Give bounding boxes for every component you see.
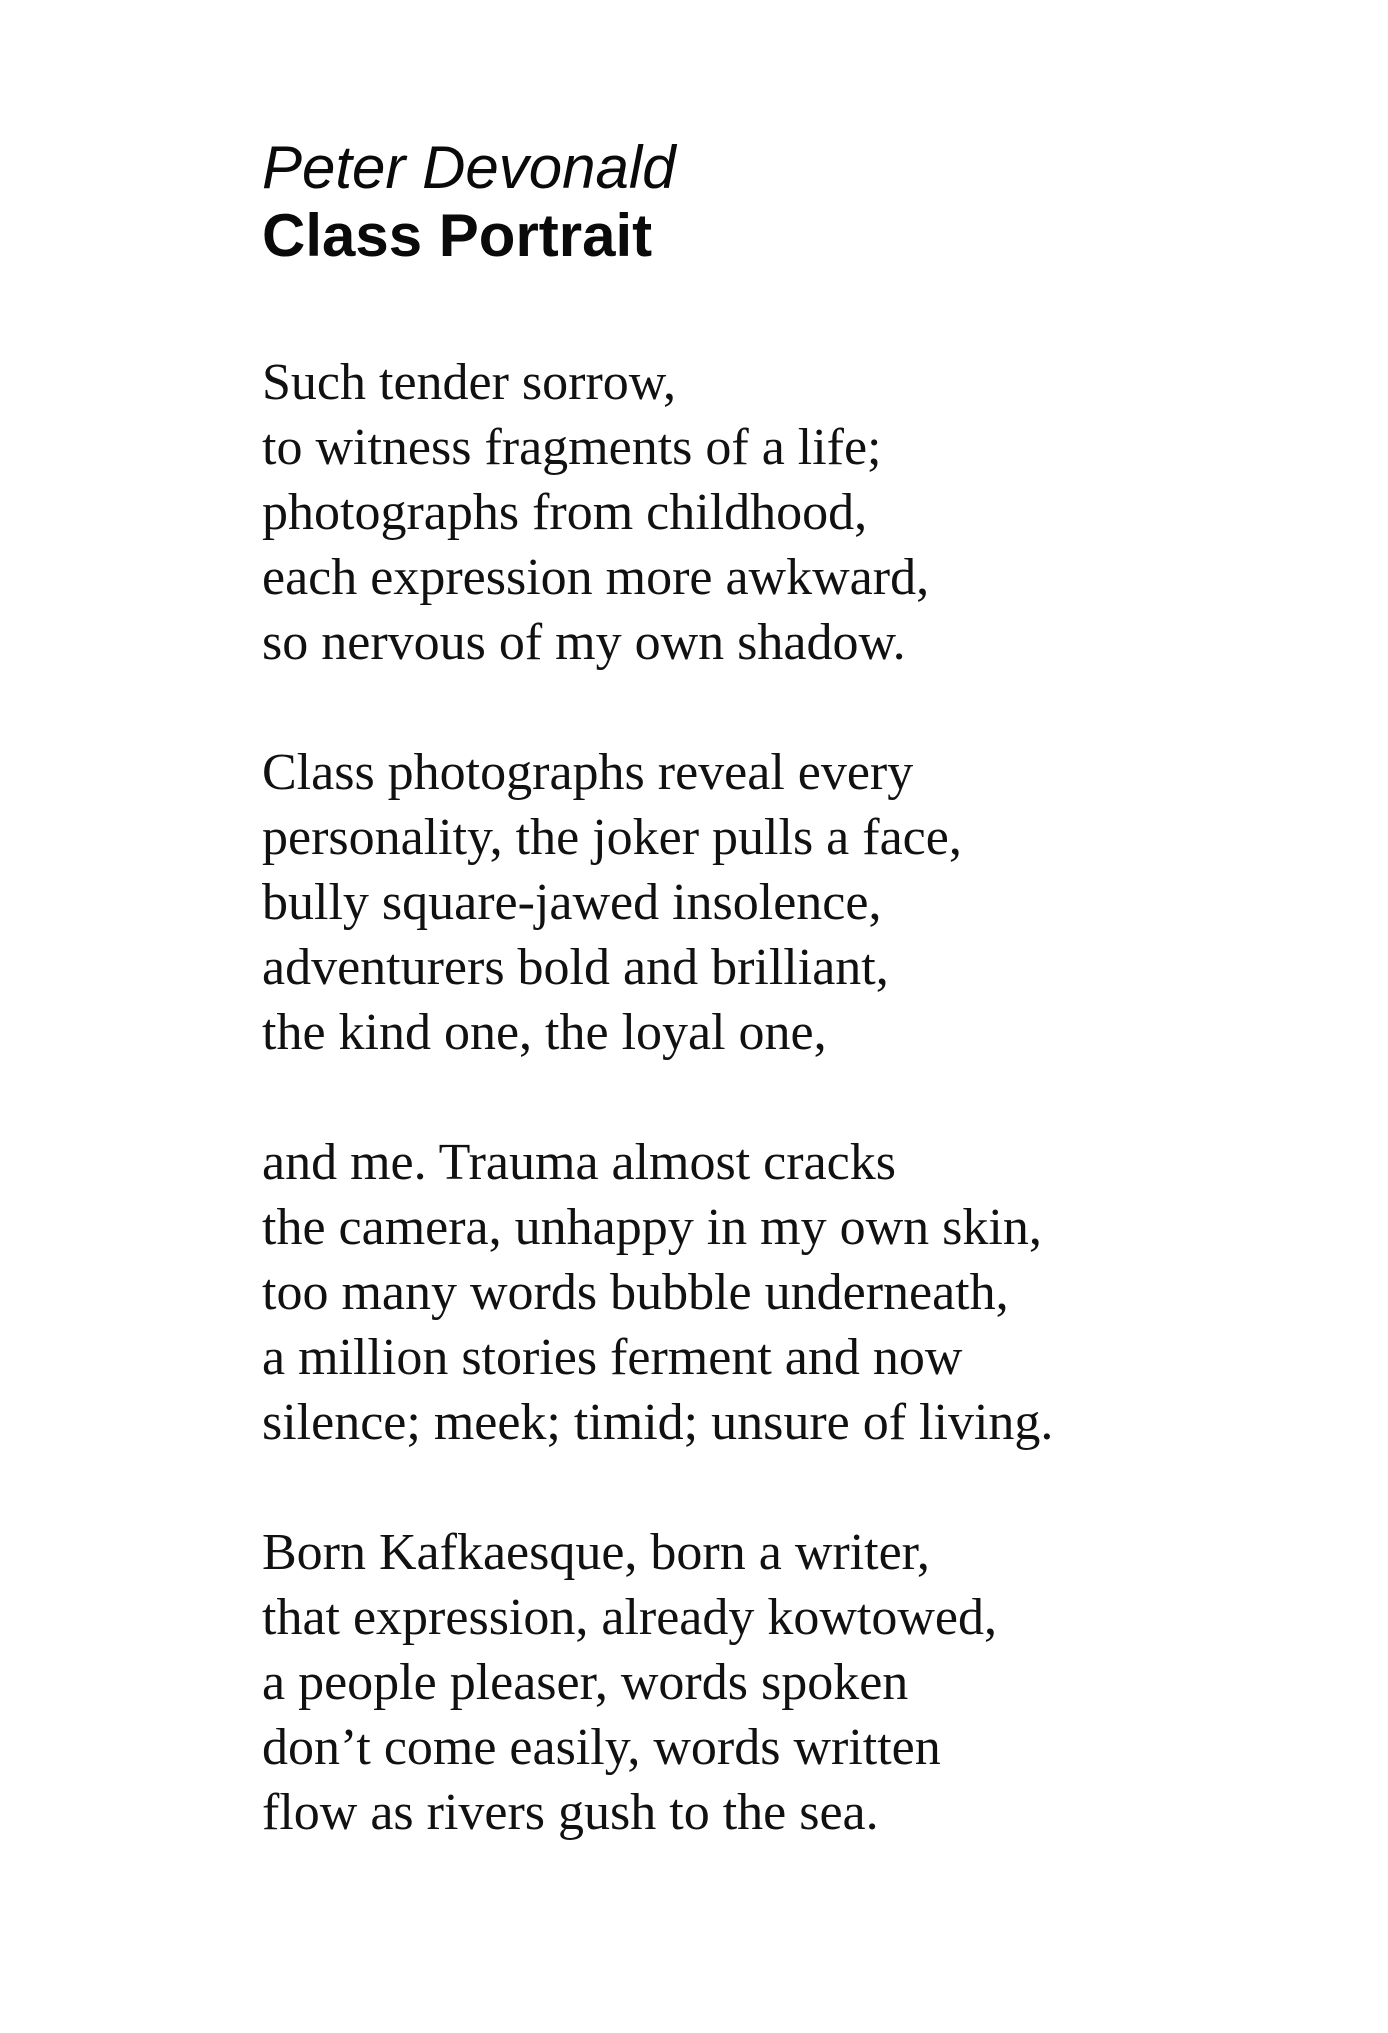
poem-line: bully square-jawed insolence, (262, 874, 882, 931)
poem-line: a people pleaser, words spoken (262, 1654, 909, 1711)
author-name: Peter Devonald (262, 134, 676, 201)
stanza-3 (262, 1130, 1322, 1455)
poem-body (262, 350, 1322, 1845)
poem-line: the kind one, the loyal one, (262, 1004, 827, 1061)
stanza-1 (262, 350, 1322, 675)
document-page (262, 134, 1322, 1910)
poem-line: so nervous of my own shadow. (262, 614, 906, 671)
poem-line: Class photographs reveal every (262, 744, 914, 801)
poem-line: Born Kafkaesque, born a writer, (262, 1524, 930, 1581)
poem-line: personality, the joker pulls a face, (262, 809, 962, 866)
poem-line: that expression, already kowtowed, (262, 1589, 998, 1646)
stanza-2 (262, 740, 1322, 1065)
poem-line: too many words bubble underneath, (262, 1264, 1009, 1321)
poem-line: Such tender sorrow, (262, 354, 676, 411)
poem-line: adventurers bold and brilliant, (262, 939, 889, 996)
poem-line: and me. Trauma almost cracks (262, 1134, 896, 1191)
poem-line: flow as rivers gush to the sea. (262, 1784, 879, 1841)
poem-line: don’t come easily, words written (262, 1719, 941, 1776)
poem-line: a million stories ferment and now (262, 1329, 963, 1386)
poem-line: photographs from childhood, (262, 484, 868, 541)
poem-title: Class Portrait (262, 202, 653, 269)
poem-line: to witness fragments of a life; (262, 419, 882, 476)
poem-line: silence; meek; timid; unsure of living. (262, 1394, 1054, 1451)
poem-line: the camera, unhappy in my own skin, (262, 1199, 1042, 1256)
stanza-4 (262, 1520, 1322, 1845)
poem-line: each expression more awkward, (262, 549, 930, 606)
